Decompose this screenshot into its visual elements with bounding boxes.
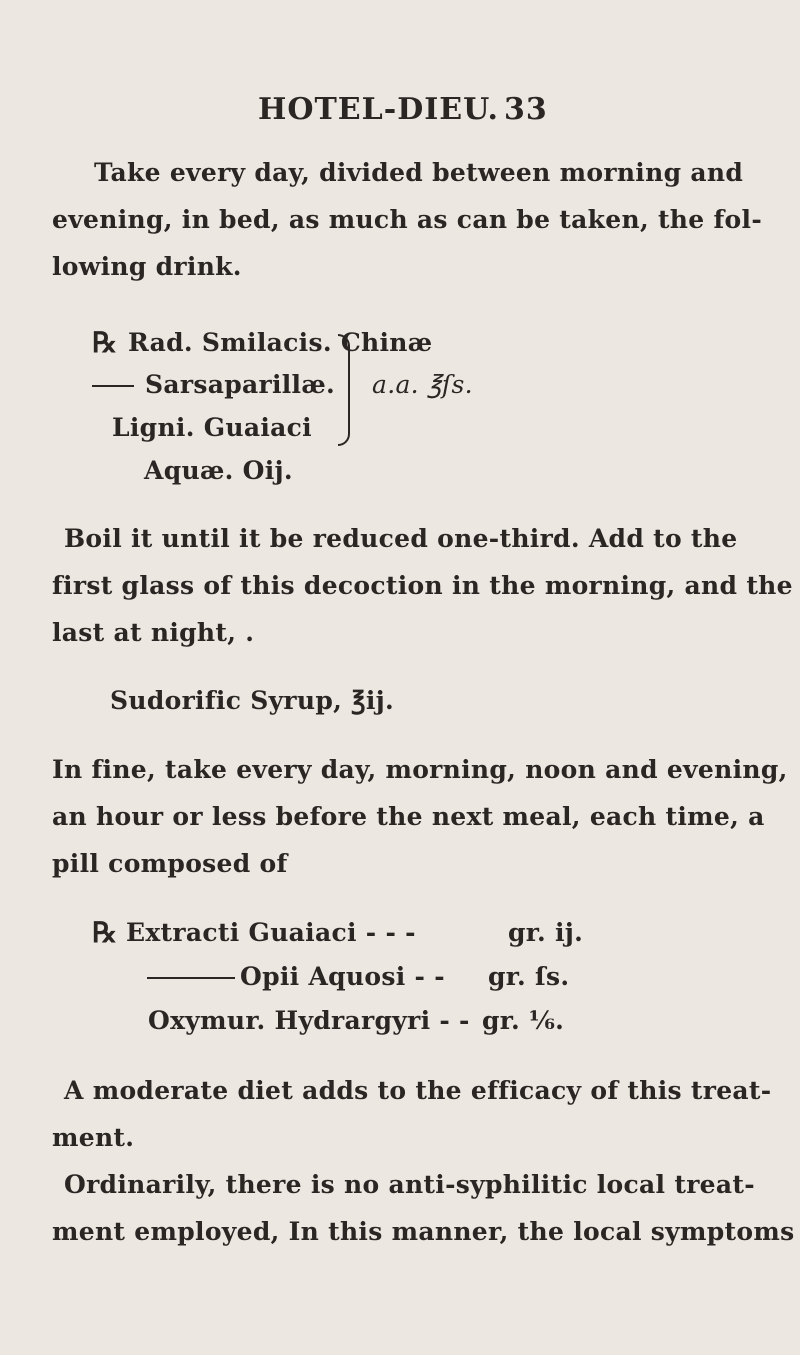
para2-line3: last at night, .: [52, 618, 255, 647]
para4-line1: A moderate diet adds to the efficacy of this treat-: [64, 1076, 772, 1105]
rx1-line4: Aquæ. Oij.: [144, 456, 293, 485]
para1-line3: lowing drink.: [52, 252, 242, 281]
rx1-line3: Ligni. Guaiaci: [112, 413, 312, 442]
rx2-line2-dose: gr. ſs.: [488, 962, 570, 991]
ditto-dash: [147, 977, 235, 979]
rx2-line1-dose: gr. ij.: [508, 918, 584, 947]
para1-line1: Take every day, divided between morning and: [94, 158, 744, 187]
para3-line1: In fine, take every day, morning, noon and evening,: [52, 755, 788, 784]
syrup-line: Sudorific Syrup, ℥ij.: [110, 686, 395, 715]
recipe-symbol: ℞: [92, 326, 118, 359]
rx2-line2-name: Opii Aquosi - -: [240, 962, 445, 991]
rx2-line3-dose: gr. ⅙.: [482, 1006, 565, 1035]
para3-line2: an hour or less before the next meal, each time, a: [52, 802, 765, 831]
para5-line1: Ordinarily, there is no anti-syphilitic local treat-: [64, 1170, 755, 1199]
para4-line2: ment.: [52, 1123, 135, 1152]
para2-line1: Boil it until it be reduced one-third. Add to the: [64, 524, 738, 553]
rx1-line2: Sarsaparillæ.: [145, 370, 336, 399]
rx2-line3-name: Oxymur. Hydrargyri - -: [148, 1006, 470, 1035]
rx1-line1: Rad. Smilacis. Chinæ: [128, 328, 433, 357]
para5-line2: ment employed, In this manner, the local symptoms: [52, 1217, 795, 1246]
para1-line2: evening, in bed, as much as can be taken, the fol-: [52, 205, 762, 234]
para2-line2: first glass of this decoction in the morning, and the: [52, 571, 793, 600]
running-head: HOTEL-DIEU.: [258, 92, 499, 127]
page-number: 33: [504, 92, 548, 127]
rx1-dose: a.a. ℥ſs.: [372, 370, 473, 399]
ditto-dash: [92, 385, 134, 387]
rx2-line1-name: Extracti Guaiaci - - -: [126, 918, 416, 947]
para3-line3: pill composed of: [52, 849, 288, 878]
recipe-symbol: ℞: [92, 916, 118, 949]
brace: [338, 334, 350, 446]
